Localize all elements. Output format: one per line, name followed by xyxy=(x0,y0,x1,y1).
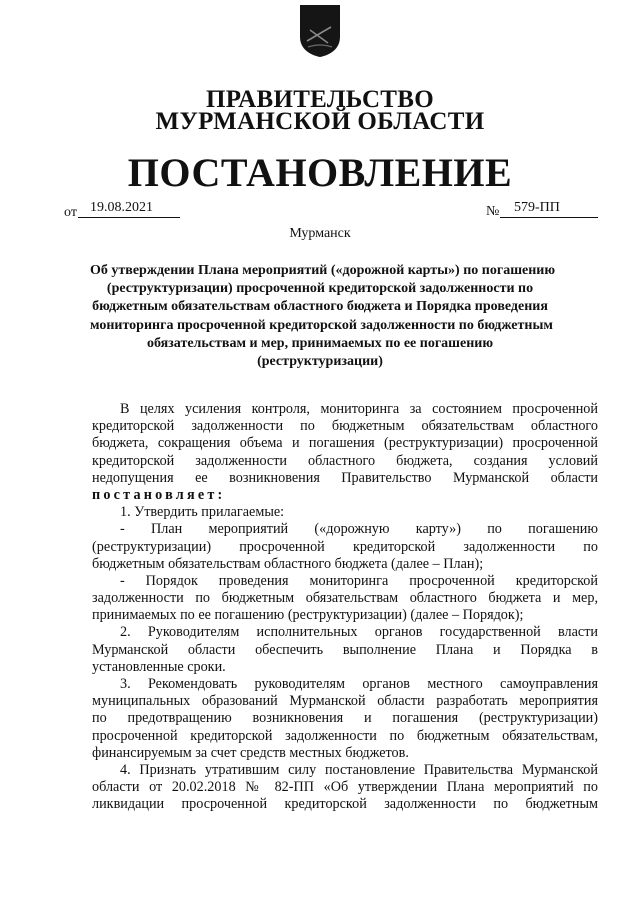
title-line: мониторинга просроченной кредиторской задолженности по бюджетным xyxy=(90,317,553,333)
resolves-keyword: постановляет: xyxy=(92,486,226,503)
title-line: (реструктуризации) просроченной кредиторской задолженности по xyxy=(106,281,534,297)
body-line: (реструктуризации) просроченной кредиторской задолженности по xyxy=(92,538,598,555)
government-name-line-1: ПРАВИТЕЛЬСТВО xyxy=(206,86,434,113)
body-line: В целях усиления контроля, мониторинга за состоянием просроченной xyxy=(120,401,598,417)
document-body xyxy=(92,401,598,814)
body-line: кредиторской задолженности по бюджетным обязательствам областного xyxy=(92,418,598,435)
document-type: ПОСТАНОВЛЕНИЕ xyxy=(127,150,513,195)
body-line: 2. Руководителям исполнительных органов государственной власти xyxy=(120,624,598,641)
government-name-line-2: МУРМАНСКОЙ ОБЛАСТИ xyxy=(155,108,485,135)
body-line: недопущения ее возникновения Правительство Мурманской области xyxy=(92,469,598,486)
title-line: Об утверждении Плана мероприятий («дорожной карты») по погашению xyxy=(90,263,556,278)
document-number: 579-ПП xyxy=(500,199,598,218)
body-line: по предотвращению возникновения и погашения (реструктуризации) xyxy=(92,710,598,727)
body-line: муниципальных образований Мурманской области разработать мероприятия xyxy=(92,693,598,710)
coat-of-arms-icon xyxy=(298,3,342,58)
document-date: 19.08.2021 xyxy=(78,199,180,218)
date-prefix: от xyxy=(64,205,77,220)
body-line: кредиторской задолженности областного бюджета, создания условий xyxy=(92,452,598,469)
document-title xyxy=(90,262,556,371)
body-line: бюджетным обязательствам областного бюджета (далее – План); xyxy=(92,555,484,572)
number-prefix: № xyxy=(486,204,500,219)
body-line: установленные сроки. xyxy=(92,658,226,675)
body-line: ликвидации просроченной кредиторской задолженности по бюджетным xyxy=(92,796,598,813)
city-name: Мурманск xyxy=(289,226,351,241)
title-line: бюджетным обязательствам областного бюджета и Порядка проведения xyxy=(92,299,548,315)
body-line: задолженности по бюджетным обязательствам областного бюджета и мер, xyxy=(92,590,598,607)
body-line: - План мероприятий («дорожную карту») по погашению xyxy=(120,521,598,538)
body-line: 4. Признать утратившим силу постановление Правительства Мурманской xyxy=(120,761,598,778)
body-line: принимаемых по ее погашению (реструктуризации) (далее – Порядок); xyxy=(92,607,524,624)
body-line: бюджета, сокращения объема и погашения (реструктуризации) просроченной xyxy=(92,435,598,452)
body-line: - Порядок проведения мониторинга просроченной кредиторской xyxy=(120,572,598,589)
body-line: просроченной кредиторской задолженности по бюджетным обязательствам, xyxy=(92,727,598,744)
body-line: области от 20.02.2018 № 82-ПП «Об утверждении Плана мероприятий по xyxy=(92,779,598,796)
body-line: Мурманской области обеспечить выполнение Плана и Порядка в xyxy=(92,641,598,658)
title-line: (реструктуризации) xyxy=(257,354,383,370)
body-line: финансируемым за счет средств местных бюджетов. xyxy=(92,744,409,761)
body-line: 1. Утвердить прилагаемые: xyxy=(120,504,285,521)
body-line: 3. Рекомендовать руководителям органов местного самоуправления xyxy=(120,676,598,692)
title-line: обязательствам и мер, принимаемых по ее погашению xyxy=(146,335,494,351)
